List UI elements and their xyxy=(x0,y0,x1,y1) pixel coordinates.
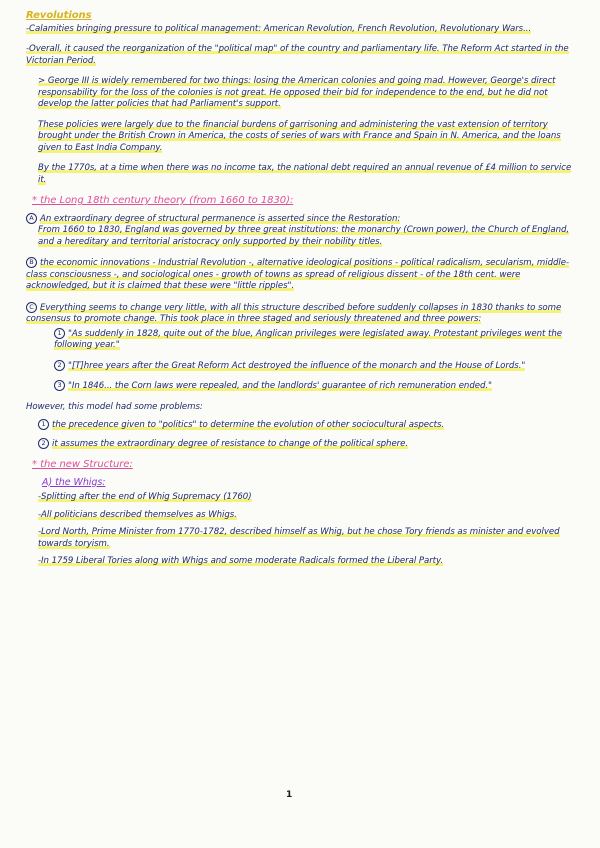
point-c-body: Everything seems to change very little, with all this structure described before suddenly collapses in 1830 thanks to some consensus to promote change. This took place in three staged and seriously threatened and three powers: xyxy=(26,302,562,324)
whigs-list xyxy=(26,492,578,568)
quote-1-label: 1 xyxy=(54,328,65,339)
section-new-structure-heading xyxy=(32,459,578,471)
quote-3-label: 3 xyxy=(54,380,65,391)
quote-2-text: "[T]hree years after the Great Reform Act destroyed the influence of the monarch and the House of Lords." xyxy=(68,360,526,371)
intro-george xyxy=(26,76,578,111)
point-c xyxy=(26,302,578,393)
problems-intro: However, this model had some problems: xyxy=(26,401,203,412)
intro-policies-text: These policies were largely due to the financial burdens of garrisoning and administering the vast extension of territory brought under the British Crown in America, the costs of series of wars with France and Spain in N. America, and the loans given to East India Company. xyxy=(38,119,561,153)
intro-overall-text: -Overall, it caused the reorganization of the "political map" of the country and parliamentary life. The Reform Act started in the Victorian Period. xyxy=(26,44,569,66)
whigs-item-2: -All politicians described themselves as Whigs. xyxy=(38,509,237,520)
section-long-century-heading xyxy=(32,195,578,207)
point-a-title: An extraordinary degree of structural permanence is asserted since the Restoration: xyxy=(40,213,401,224)
quote-1-text: "As suddenly in 1828, quite out of the blue, Anglican privileges were legislated away. Protestant privileges went the following year." xyxy=(54,328,562,350)
page-number: 1 xyxy=(286,790,293,800)
point-b-body: the economic innovations - Industrial Revolution -, alternative ideological positions - political radicalism, secularism, middle-class consciousness -, and sociological ones - growth of towns as spread of religious dissent - of the 18th cent. were acknowledged, but it is claimed that these were "little ripples". xyxy=(26,258,570,291)
problem-1-label: 1 xyxy=(38,419,49,430)
problems xyxy=(26,402,578,451)
point-a-label: A xyxy=(26,213,37,224)
point-c-label: C xyxy=(26,302,37,313)
page-title: Revolutions xyxy=(26,10,92,21)
problem-1-text: the precedence given to "politics" to determine the evolution of other sociocultural aspects. xyxy=(52,420,445,430)
section-long-century-heading-text: * the Long 18th century theory (from 1660 to 1830): xyxy=(32,195,294,206)
section-new-structure-heading-text: * the new Structure: xyxy=(32,459,133,470)
point-a-body: From 1660 to 1830, England was governed by three great institutions: the monarchy (Crown power), the Church of England, and a hereditary and territorial aristocracy only supported by their nobility titles. xyxy=(38,225,570,247)
whigs-item-4: -In 1759 Liberal Tories along with Whigs and some moderate Radicals formed the Liberal Party. xyxy=(38,556,444,566)
whigs-subheading: A) the Whigs: xyxy=(42,476,106,488)
quote-3-text: "In 1846... the Corn laws were repealed, and the landlords' guarantee of rich remuneration ended." xyxy=(68,381,492,391)
point-b xyxy=(26,257,578,293)
intro-policies xyxy=(26,120,578,155)
intro-calamities xyxy=(26,24,578,36)
intro-overall xyxy=(26,44,578,67)
quote-2-label: 2 xyxy=(54,360,65,371)
problem-2-label: 2 xyxy=(38,438,49,449)
intro-debt-text: By the 1770s, at a time when there was no income tax, the national debt required an annual revenue of £4 million to service it. xyxy=(38,163,572,185)
intro-debt xyxy=(26,163,578,186)
problem-2-text: it assumes the extraordinary degree of resistance to change of the political sphere. xyxy=(52,438,409,449)
whigs-item-1: -Splitting after the end of Whig Supremacy (1760) xyxy=(38,492,252,502)
intro-george-text: > George III is widely remembered for two things: losing the American colonies and going mad. However, George's direct responsability for the loss of the colonies is not great. He opposed their bid for independence to the end, but he did not develop the latter policies that had Parliament's support. xyxy=(38,76,556,109)
whigs-item-3: -Lord North, Prime Minister from 1770-1782, described himself as Whig, but he chose Tory friends as minister and evolved towards toryism. xyxy=(38,527,560,549)
point-a xyxy=(26,213,578,249)
intro-calamities-text: -Calamities bringing pressure to political management: American Revolution, French Revolution, Revolutionary Wars... xyxy=(26,23,532,34)
point-b-label: B xyxy=(26,257,37,268)
